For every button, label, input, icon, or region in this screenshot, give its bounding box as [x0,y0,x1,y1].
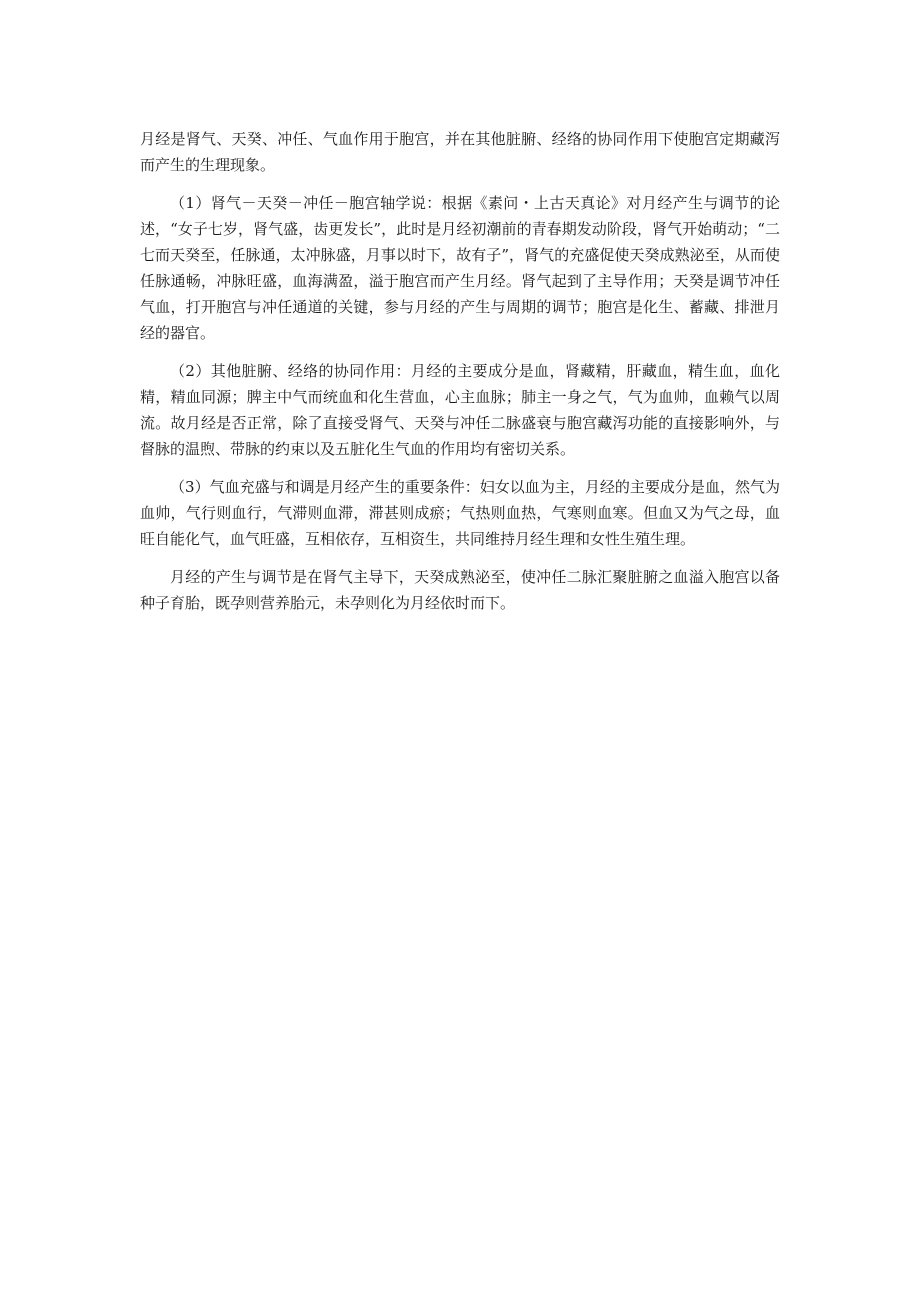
document-body [140,126,780,628]
paragraph-organs-meridians: （2）其他脏腑、经络的协同作用：月经的主要成分是血，肾藏精，肝藏血，精生血，血化精，精血同源；脾主中气而统血和化生营血，心主血脉；肺主一身之气，气为血帅，血赖气以周流。故月经是否正常，除了直接受肾气、天癸与冲任二脉盛衰与胞宫藏泻功能的直接影响外，与督脉的温煦、带脉的约束以及五脏化生气血的作用均有密切关系。 [140,362,780,458]
paragraph-intro: 月经是肾气、天癸、冲任、气血作用于胞宫，并在其他脏腑、经络的协同作用下使胞宫定期藏泻而产生的生理现象。 [140,130,780,174]
paragraph-qi-blood: （3）气血充盛与和调是月经产生的重要条件：妇女以血为主，月经的主要成分是血，然气为血帅，气行则血行，气滞则血滞，滞甚则成瘀；气热则血热，气寒则血寒。但血又为气之母，血旺自能化气，血气旺盛，互相依存，互相资生，共同维持月经生理和女性生殖生理。 [140,478,780,548]
paragraph-kidney-axis: （1）肾气－天癸－冲任－胞宫轴学说：根据《素问・上古天真论》对月经产生与调节的论述，“女子七岁，肾气盛，齿更发长”，此时是月经初潮前的青春期发动阶段，肾气开始萌动；“二七而天癸至，任脉通，太冲脉盛，月事以时下，故有子”，肾气的充盛促使天癸成熟泌至，从而使任脉通畅，冲脉旺盛，血海满盈，溢于胞宫而产生月经。肾气起到了主导作用；天癸是调节冲任气血，打开胞宫与冲任通道的关键，参与月经的产生与周期的调节；胞宫是化生、蓄藏、排泄月经的器官。 [140,194,780,342]
paragraph-summary: 月经的产生与调节是在肾气主导下，天癸成熟泌至，使冲任二脉汇聚脏腑之血溢入胞宫以备种子育胎，既孕则营养胎元，未孕则化为月经依时而下。 [140,568,780,612]
